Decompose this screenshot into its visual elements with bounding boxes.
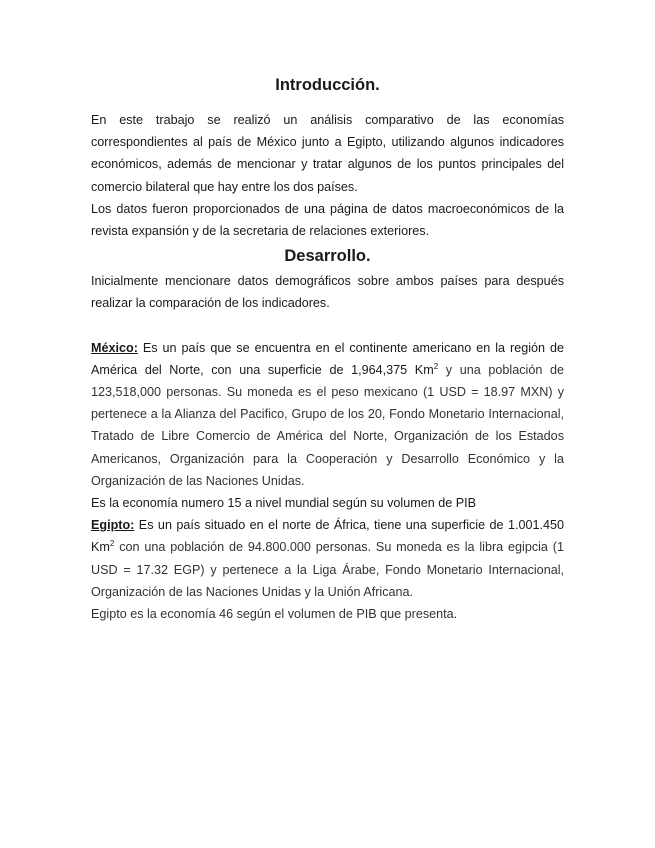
egypt-text-b: con una población de 94.800.000 personas. Su moneda es la libra egipcia (1 USD = 17.32 EGP) y pertenece a la Liga Árabe, Fondo Monetario Internacional, Organización de las Naciones Unidas y la Unión Africana. (91, 540, 564, 599)
egypt-km-superscript: 2 (109, 539, 115, 549)
egypt-text-a: Es un país situado en el norte de África, tiene una superficie de 1.001.450 Km (91, 518, 564, 555)
egypt-rank: Egipto es la economía 46 según el volumen de PIB que presenta. (91, 607, 458, 622)
intro-heading: Introducción. (275, 76, 380, 94)
mexico-text-a: Es un país que se encuentra en el continente americano en la región de América del Norte, con una superficie de 1,964,375 Km (91, 340, 564, 377)
development-paragraph-1: Inicialmente mencionare datos demográficos sobre ambos países para después realizar la comparación de los indicadores. (91, 274, 564, 311)
egypt-paragraph (91, 514, 564, 603)
mexico-text-b: y una población de 123,518,000 personas. Su moneda es el peso mexicano (1 USD = 18.97 MXN) y pertenece a la Alianza del Pacifico, Grupo de los 20, Fondo Monetario Internacional, Tratado de Libre Comercio de América del Norte, Organización de los Estados Americanos, Organización para la Cooperación y Desarrollo Económico y la Organización de las Naciones Unidas. (91, 362, 565, 488)
development-heading: Desarrollo. (284, 247, 371, 266)
paragraph-spacer (91, 315, 564, 337)
mexico-paragraph (91, 337, 564, 492)
mexico-label: México: (91, 340, 138, 355)
mexico-rank: Es la economía numero 15 a nivel mundial según su volumen de PIB (91, 496, 477, 511)
mexico-km-superscript: 2 (433, 361, 439, 371)
egypt-label: Egipto: (91, 518, 135, 533)
intro-paragraph-2: Los datos fueron proporcionados de una página de datos macroeconómicos de la revista expansión y de la secretaria de relaciones exteriores. (91, 201, 564, 239)
intro-paragraph-1: En este trabajo se realizó un análisis comparativo de las economías correspondientes al país de México junto a Egipto, utilizando algunos indicadores económicos, además de mencionar y tratar algunos de los puntos principales del comercio bilateral que hay entre los dos países. (91, 113, 564, 194)
